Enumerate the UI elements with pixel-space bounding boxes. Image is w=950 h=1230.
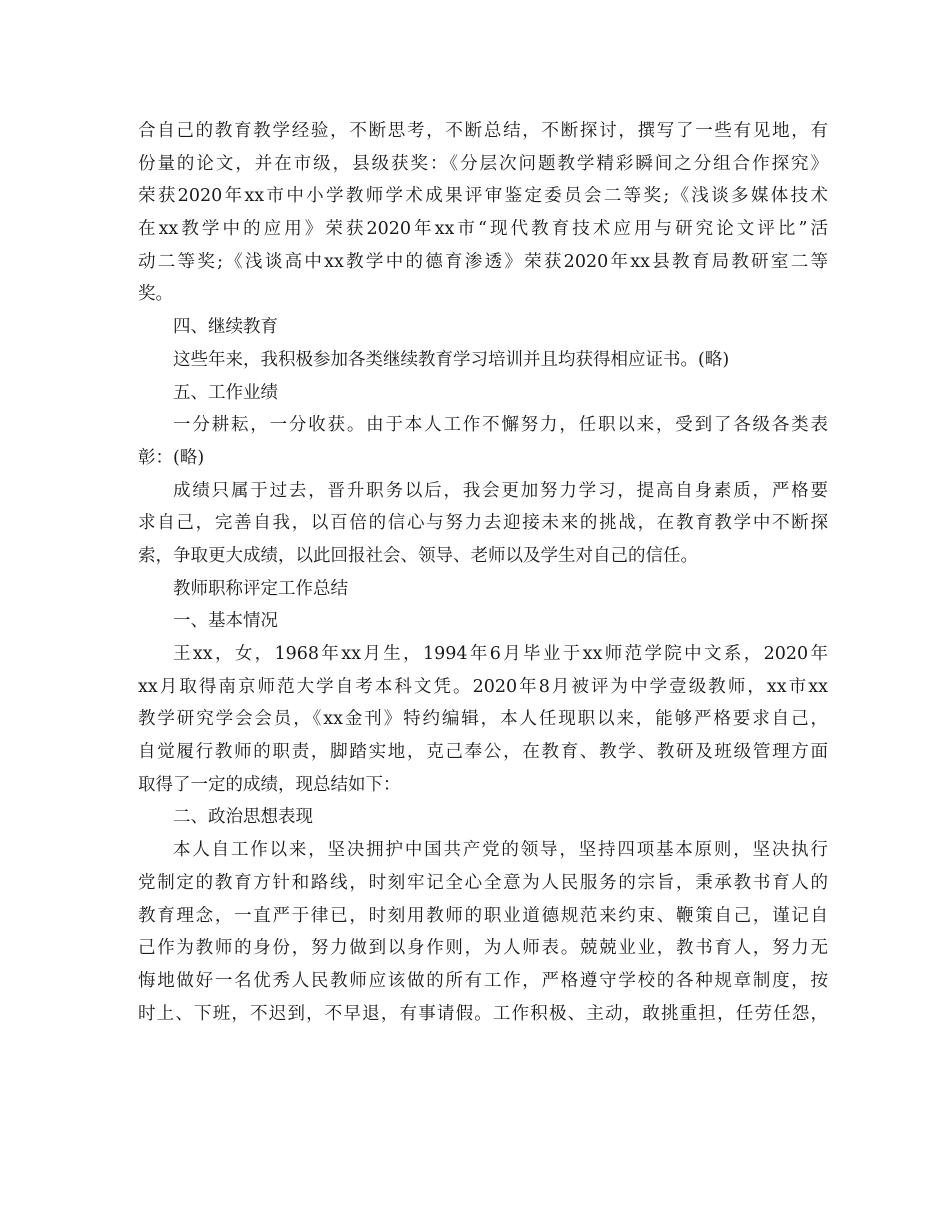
text-line: 成绩只属于过去，晋升职务以后，我会更加努力学习，提高自身素质，严格要: [173, 480, 828, 501]
text-line: 四、继续教育: [173, 317, 278, 338]
text-line: 合自己的教育教学经验，不断思考，不断总结，不断探讨，撰写了一些有见地，有: [138, 121, 828, 141]
text-line: 教育理念，一直严于律已，时刻用教师的职业道德规范来约束、鞭策自己，谨记自: [138, 905, 828, 926]
text-line: 己作为教师的身份，努力做到以身作则，为人师表。兢兢业业，教书育人，努力无: [138, 938, 828, 959]
text-line: 荣获2020年xx市中小学教师学术成果评审鉴定委员会二等奖;《浅谈多媒体技术: [138, 186, 828, 207]
text-line: 索，争取更大成绩，以此回报社会、领导、老师以及学生对自己的信任。: [138, 545, 698, 566]
text-line: 份量的论文，并在市级，县级获奖：《分层次问题教学精彩瞬间之分组合作探究》: [138, 153, 828, 174]
text-line: 奖。: [138, 284, 173, 305]
text-line: 在xx教学中的应用》荣获2020年xx市“现代教育技术应用与研究论文评比”活: [138, 219, 828, 240]
text-line: xx月取得南京师范大学自考本科文凭。2020年8月被评为中学壹级教师，xx市xx: [138, 676, 828, 697]
document-body: [138, 115, 828, 1030]
text-line: 王xx，女，1968年xx月生，1994年6月毕业于xx师范学院中文系，2020年: [173, 644, 828, 664]
text-line: 取得了一定的成绩，现总结如下：: [138, 774, 401, 795]
text-line: 彰：(略): [138, 447, 205, 468]
text-line: 这些年来，我积极参加各类继续教育学习培训并且均获得相应证书。(略): [173, 349, 730, 370]
text-line: 动二等奖;《浅谈高中xx教学中的德育渗透》荣获2020年xx县教育局教研室二等: [138, 251, 828, 272]
text-line: 悔地做好一名优秀人民教师应该做的所有工作，严格遵守学校的各种规章制度，按: [138, 970, 828, 991]
text-line: 二、政治思想表现: [173, 807, 313, 828]
text-line: 教学研究学会会员，《xx金刊》特约编辑，本人任现职以来，能够严格要求自己，: [138, 709, 828, 730]
text-line: 教师职称评定工作总结: [173, 578, 348, 599]
text-line: 党制定的教育方针和路线，时刻牢记全心全意为人民服务的宗旨，秉承教书育人的: [138, 872, 828, 893]
text-line: 一分耕耘，一分收获。由于本人工作不懈努力，任职以来，受到了各级各类表: [173, 415, 828, 436]
text-line: 求自己，完善自我，以百倍的信心与努力去迎接未来的挑战，在教育教学中不断探: [138, 513, 828, 534]
text-line: 时上、下班，不迟到，不早退，有事请假。工作积极、主动，敢挑重担，任劳任怨，: [138, 1003, 828, 1024]
text-line: 一、基本情况: [173, 611, 278, 632]
text-line: 五、工作业绩: [173, 382, 278, 403]
text-line: 本人自工作以来，坚决拥护中国共产党的领导，坚持四项基本原则，坚决执行: [173, 840, 828, 861]
text-line: 自觉履行教师的职责，脚踏实地，克己奉公，在教育、教学、教研及班级管理方面: [138, 742, 828, 763]
